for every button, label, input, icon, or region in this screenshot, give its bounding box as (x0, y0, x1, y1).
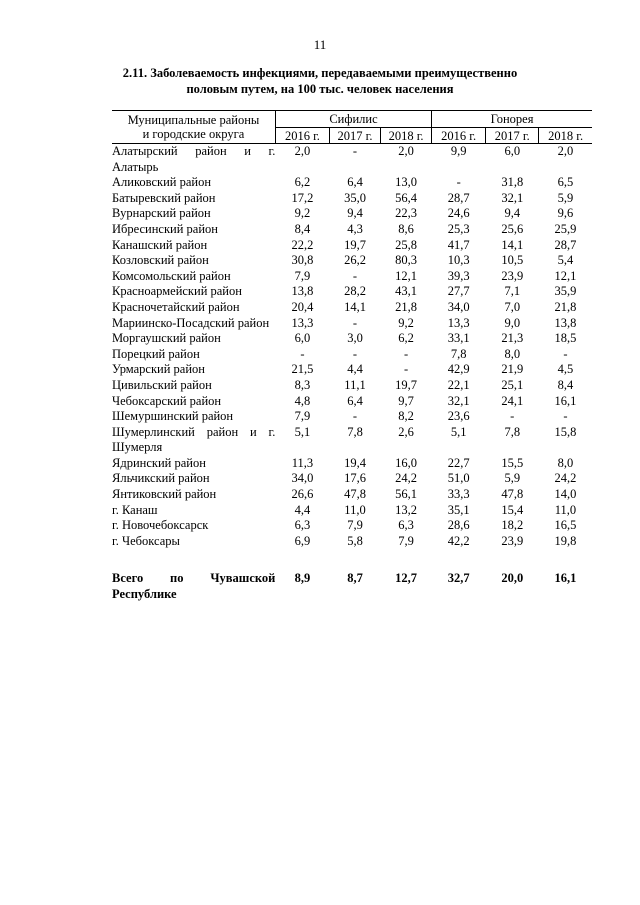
value-cell: 9,4 (347, 206, 363, 221)
value-cell: 7,8 (347, 424, 363, 439)
value-cell: 4,8 (294, 393, 311, 408)
header-region-line-2: и городские округа (142, 127, 245, 141)
value-cell: 17,2 (291, 190, 314, 205)
header-region-line-1: Муниципальные районы (127, 113, 260, 127)
value-cell: 9,7 (398, 393, 414, 408)
region-name: Яльчикский район (112, 471, 210, 486)
value-cell: 42,9 (447, 362, 470, 377)
region-name: Красноармейский район (112, 284, 242, 299)
value-cell: 5,1 (294, 424, 311, 439)
table-row (112, 503, 592, 519)
value-cell: 7,0 (504, 299, 521, 314)
value-cell: 2,6 (398, 424, 414, 439)
value-cell: 14,1 (501, 237, 524, 252)
value-cell: 42,2 (447, 533, 470, 548)
header-year: 2018 г. (539, 128, 592, 144)
value-cell: 35,9 (554, 284, 577, 299)
value-cell: 8,2 (398, 409, 414, 424)
value-cell: 34,0 (447, 299, 470, 314)
value-cell: 7,9 (347, 518, 363, 533)
value-cell: 23,9 (501, 268, 524, 283)
table-row (112, 144, 592, 176)
region-name: Цивильский район (112, 377, 212, 392)
region-name: Моргаушский район (112, 331, 221, 346)
value-cell: 14,0 (554, 487, 577, 502)
value-cell: 7,1 (504, 284, 521, 299)
value-cell: 33,3 (447, 487, 470, 502)
value-cell: 13,8 (291, 284, 314, 299)
region-name: Козловский район (112, 253, 209, 268)
value-cell: 35,1 (447, 502, 470, 517)
region-name: Шумерлинский район и г. Шумерля (112, 424, 276, 455)
value-cell: - (352, 346, 358, 361)
table-row (112, 269, 592, 285)
region-name: Шемуршинский район (112, 409, 234, 424)
value-cell: 4,5 (557, 362, 574, 377)
title-line-2: половым путем, на 100 тыс. человек населения (186, 82, 454, 96)
incidence-table (112, 110, 592, 603)
table-row (112, 425, 592, 456)
value-cell: 7,8 (504, 424, 521, 439)
region-name: Ядринский район (112, 455, 206, 470)
value-cell: 21,8 (395, 299, 417, 314)
header-year: 2017 г. (486, 128, 539, 144)
table-row (112, 378, 592, 394)
value-cell: 32,1 (501, 190, 524, 205)
table-row (112, 253, 592, 269)
region-name: Урмарский район (112, 362, 205, 377)
value-cell: 24,1 (501, 393, 524, 408)
value-cell: 28,7 (447, 190, 470, 205)
table-row (112, 191, 592, 207)
value-cell: 8,4 (557, 377, 574, 392)
table-row (112, 238, 592, 254)
table-row (112, 394, 592, 410)
value-cell: 34,0 (291, 471, 314, 486)
value-cell: 9,4 (504, 206, 521, 221)
value-cell: - (403, 346, 409, 361)
value-cell: 25,3 (447, 221, 470, 236)
value-cell: 35,0 (344, 190, 366, 205)
value-cell: 5,4 (557, 253, 574, 268)
table-row (112, 362, 592, 378)
value-cell: 19,7 (395, 377, 417, 392)
value-cell: - (563, 346, 568, 361)
value-cell: 2,0 (398, 144, 414, 158)
region-name: Вурнарский район (112, 206, 211, 221)
value-cell: 8,9 (294, 571, 311, 586)
value-cell: 17,6 (344, 471, 366, 486)
value-cell: 33,1 (447, 331, 470, 346)
value-cell: 19,7 (344, 237, 366, 252)
value-cell: 6,2 (398, 331, 414, 346)
table-row (112, 331, 592, 347)
value-cell: 8,4 (294, 221, 311, 236)
table-row (112, 222, 592, 238)
table-row (112, 487, 592, 503)
value-cell: 32,7 (447, 571, 470, 586)
value-cell: 47,8 (501, 487, 524, 502)
value-cell: - (510, 409, 515, 424)
value-cell: 24,6 (447, 206, 470, 221)
region-name: г. Канаш (112, 502, 158, 517)
value-cell: 16,0 (395, 455, 417, 470)
value-cell: 47,8 (344, 487, 366, 502)
table-row (112, 518, 592, 534)
value-cell: 11,0 (344, 502, 366, 517)
table-row (112, 534, 592, 550)
region-name: Порецкий район (112, 346, 200, 361)
value-cell: 14,1 (344, 299, 366, 314)
value-cell: 9,6 (557, 206, 574, 221)
total-row (112, 571, 592, 602)
table-row (112, 316, 592, 332)
value-cell: 24,2 (554, 471, 577, 486)
value-cell: 7,9 (398, 533, 414, 548)
table-row (112, 206, 592, 222)
header-year: 2016 г. (432, 128, 486, 144)
value-cell: 6,4 (347, 393, 363, 408)
value-cell: - (352, 144, 358, 158)
value-cell: 16,1 (554, 393, 577, 408)
value-cell: 16,5 (554, 518, 577, 533)
value-cell: 22,7 (447, 455, 470, 470)
region-name: Канашский район (112, 237, 208, 252)
region-name: Ибресинский район (112, 221, 218, 236)
page-number: 11 (313, 37, 327, 52)
value-cell: 25,1 (501, 377, 524, 392)
value-cell: 5,9 (557, 190, 574, 205)
value-cell: 7,8 (450, 346, 467, 361)
value-cell: 6,9 (294, 533, 311, 548)
value-cell: 9,9 (450, 144, 467, 158)
value-cell: 11,3 (291, 455, 314, 470)
value-cell: 21,3 (501, 331, 524, 346)
value-cell: 8,7 (347, 571, 363, 586)
value-cell: 9,2 (398, 315, 414, 330)
value-cell: 20,0 (501, 571, 524, 586)
value-cell: 15,4 (501, 502, 524, 517)
value-cell: 41,7 (447, 237, 470, 252)
value-cell: 25,8 (395, 237, 417, 252)
value-cell: 2,0 (294, 144, 311, 158)
region-name: Комсомольский район (112, 268, 231, 283)
value-cell: 8,0 (557, 455, 574, 470)
value-cell: 25,9 (554, 221, 577, 236)
header-year: 2016 г. (275, 128, 329, 144)
value-cell: 6,3 (294, 518, 311, 533)
table-row (112, 456, 592, 472)
value-cell: 21,5 (291, 362, 314, 377)
region-name: г. Чебоксары (112, 533, 180, 548)
value-cell: 19,4 (344, 455, 366, 470)
value-cell: 9,0 (504, 315, 521, 330)
value-cell: 7,9 (294, 409, 311, 424)
value-cell: 16,1 (554, 571, 577, 586)
value-cell: - (403, 362, 409, 377)
header-syphilis: Сифилис (275, 111, 431, 128)
value-cell: 13,3 (447, 315, 470, 330)
header-gonorrhea: Гонорея (432, 111, 592, 128)
table-row (112, 471, 592, 487)
value-cell: 21,9 (501, 362, 524, 377)
value-cell: 12,1 (554, 268, 577, 283)
value-cell: 27,7 (447, 284, 470, 299)
value-cell: 11,1 (344, 377, 366, 392)
value-cell: 5,8 (347, 533, 363, 548)
region-name: Алатырский район и г. Алатырь (112, 144, 276, 174)
value-cell: 25,6 (501, 221, 524, 236)
value-cell: - (352, 268, 358, 283)
value-cell: 19,8 (554, 533, 577, 548)
value-cell: - (352, 409, 358, 424)
region-name: Батыревский район (112, 190, 216, 205)
value-cell: 6,2 (294, 175, 311, 190)
region-name: Аликовский район (112, 175, 212, 190)
region-name: г. Новочебоксарск (112, 518, 209, 533)
table-row (112, 347, 592, 363)
value-cell: - (456, 175, 461, 190)
table-title (100, 65, 540, 97)
value-cell: 6,0 (294, 331, 311, 346)
table-body (112, 144, 592, 603)
value-cell: 43,1 (395, 284, 417, 299)
value-cell: - (300, 346, 305, 361)
value-cell: 8,3 (294, 377, 311, 392)
value-cell: 26,2 (344, 253, 366, 268)
region-name: Чебоксарский район (112, 393, 222, 408)
value-cell: 51,0 (447, 471, 470, 486)
value-cell: 8,0 (504, 346, 521, 361)
spacer-row (112, 549, 592, 571)
value-cell: 10,5 (501, 253, 524, 268)
value-cell: 13,8 (554, 315, 577, 330)
table-row (112, 409, 592, 425)
value-cell: 22,3 (395, 206, 417, 221)
value-cell: 39,3 (447, 268, 470, 283)
value-cell: 5,9 (504, 471, 521, 486)
value-cell: 56,4 (395, 190, 417, 205)
value-cell: 18,5 (554, 331, 577, 346)
value-cell: 21,8 (554, 299, 577, 314)
header-year: 2017 г. (329, 128, 380, 144)
spacer-cell (112, 549, 592, 571)
value-cell: 4,4 (347, 362, 363, 377)
value-cell: 12,7 (395, 571, 417, 586)
value-cell: 6,4 (347, 175, 363, 190)
value-cell: 32,1 (447, 393, 470, 408)
region-name: Мариинско-Посадский район (112, 315, 270, 330)
region-name: Красночетайский район (112, 299, 240, 314)
region-name: Янтиковский район (112, 487, 217, 502)
value-cell: 15,5 (501, 455, 524, 470)
value-cell: 22,2 (291, 237, 314, 252)
value-cell: 28,7 (554, 237, 577, 252)
value-cell: 9,2 (294, 206, 311, 221)
value-cell: - (352, 315, 358, 330)
value-cell: 80,3 (395, 253, 417, 268)
value-cell: 2,0 (557, 144, 574, 158)
value-cell: 56,1 (395, 487, 417, 502)
value-cell: 7,9 (294, 268, 311, 283)
table-row (112, 284, 592, 300)
value-cell: 23,9 (501, 533, 524, 548)
header-region (112, 111, 275, 144)
header-year: 2018 г. (381, 128, 432, 144)
value-cell: 23,6 (447, 409, 470, 424)
value-cell: - (563, 409, 568, 424)
table-row (112, 300, 592, 316)
value-cell: 28,2 (344, 284, 366, 299)
region-name: Всего по Чувашской Республике (112, 571, 276, 602)
title-line-1: 2.11. Заболеваемость инфекциями, передаваемыми преимущественно (122, 66, 518, 80)
value-cell: 4,4 (294, 502, 311, 517)
value-cell: 13,3 (291, 315, 314, 330)
value-cell: 24,2 (395, 471, 417, 486)
value-cell: 6,0 (504, 144, 521, 158)
value-cell: 13,2 (395, 502, 417, 517)
value-cell: 18,2 (501, 518, 524, 533)
value-cell: 6,5 (557, 175, 574, 190)
value-cell: 13,0 (395, 175, 417, 190)
value-cell: 22,1 (447, 377, 470, 392)
value-cell: 30,8 (291, 253, 314, 268)
value-cell: 31,8 (501, 175, 524, 190)
value-cell: 20,4 (291, 299, 314, 314)
value-cell: 5,1 (450, 424, 467, 439)
value-cell: 6,3 (398, 518, 414, 533)
value-cell: 4,3 (347, 221, 363, 236)
value-cell: 28,6 (447, 518, 470, 533)
table-row (112, 175, 592, 191)
value-cell: 3,0 (347, 331, 363, 346)
value-cell: 10,3 (447, 253, 470, 268)
value-cell: 12,1 (395, 268, 417, 283)
value-cell: 26,6 (291, 487, 314, 502)
value-cell: 11,0 (554, 502, 577, 517)
value-cell: 15,8 (554, 424, 577, 439)
value-cell: 8,6 (398, 221, 414, 236)
